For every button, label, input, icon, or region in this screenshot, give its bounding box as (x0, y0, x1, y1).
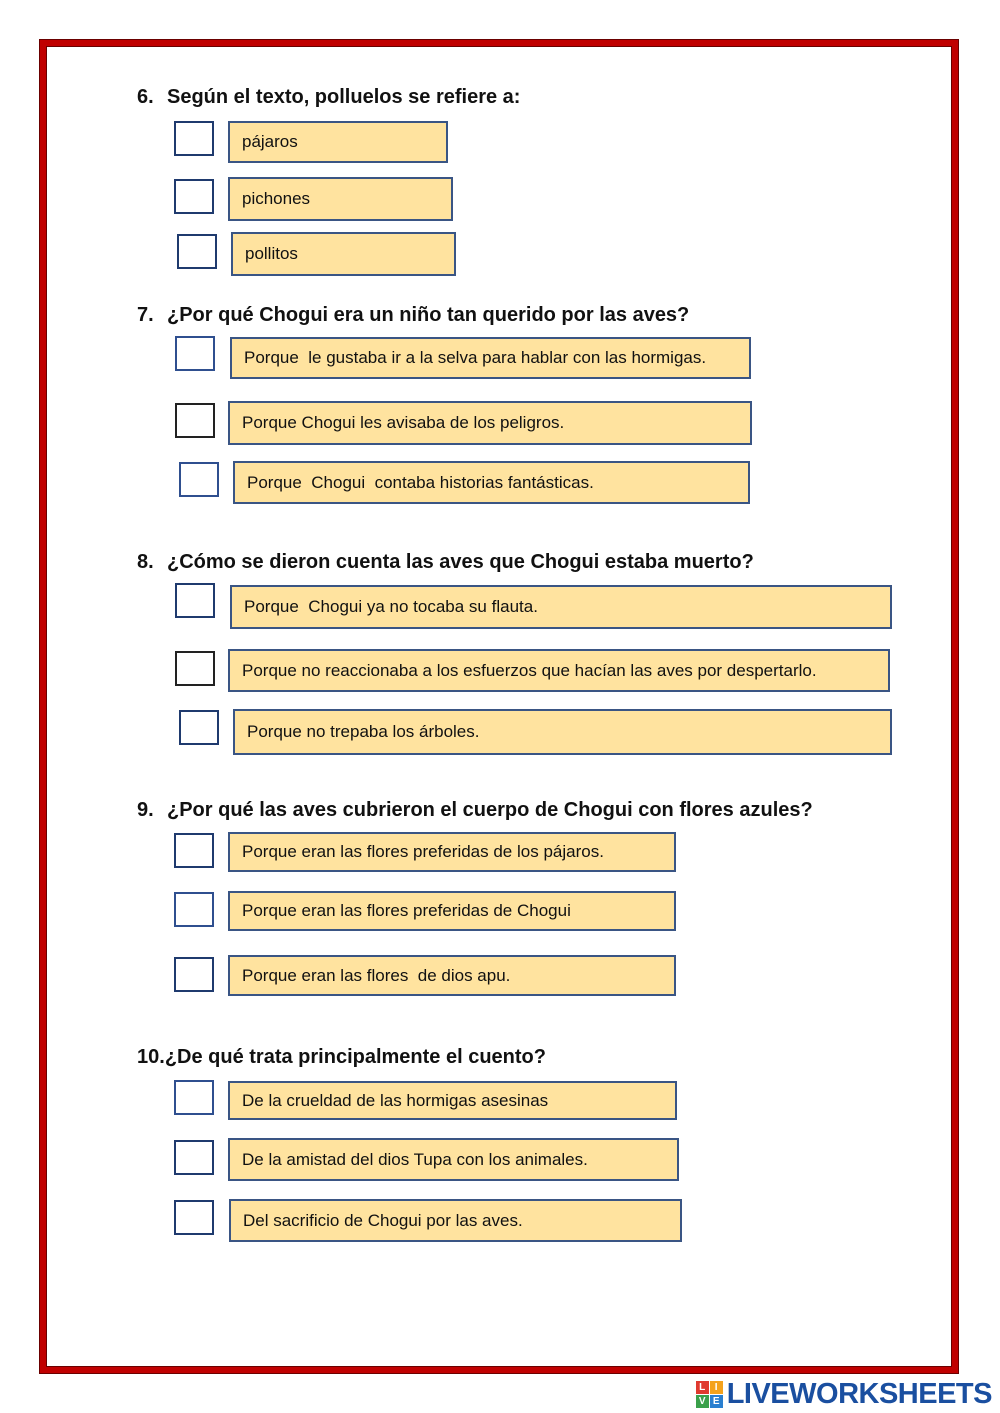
question-text: ¿Por qué Chogui era un niño tan querido por las aves? (167, 304, 690, 326)
q7-option-2-checkbox[interactable] (175, 403, 215, 438)
question-number: 6. (137, 86, 154, 108)
q8-option-1[interactable]: Porque Chogui ya no tocaba su flauta. (230, 585, 892, 629)
logo-mark-letter: V (696, 1395, 709, 1408)
q7-option-1-checkbox[interactable] (175, 336, 215, 371)
q8-option-3-checkbox[interactable] (179, 710, 219, 745)
question-number: 8. (137, 551, 154, 573)
logo-mark-letter: I (710, 1381, 723, 1394)
question-9 (137, 799, 813, 822)
q7-option-3-checkbox[interactable] (179, 462, 219, 497)
q10-option-3-checkbox[interactable] (174, 1200, 214, 1235)
q7-option-3[interactable]: Porque Chogui contaba historias fantásticas. (233, 461, 750, 504)
q9-option-3[interactable]: Porque eran las flores de dios apu. (228, 955, 676, 996)
q10-option-2[interactable]: De la amistad del dios Tupa con los animales. (228, 1138, 679, 1181)
q10-option-3[interactable]: Del sacrificio de Chogui por las aves. (229, 1199, 682, 1242)
question-7 (137, 304, 689, 327)
question-number: 10. (137, 1046, 165, 1068)
q8-option-1-checkbox[interactable] (175, 583, 215, 618)
q9-option-1[interactable]: Porque eran las flores preferidas de los pájaros. (228, 832, 676, 872)
question-number: 7. (137, 304, 154, 326)
q8-option-3[interactable]: Porque no trepaba los árboles. (233, 709, 892, 755)
question-text: ¿Cómo se dieron cuenta las aves que Chogui estaba muerto? (167, 551, 754, 573)
q8-option-2[interactable]: Porque no reaccionaba a los esfuerzos que hacían las aves por despertarlo. (228, 649, 890, 692)
logo-mark-icon (696, 1381, 723, 1408)
q10-option-1-checkbox[interactable] (174, 1080, 214, 1115)
q6-option-2-checkbox[interactable] (174, 179, 214, 214)
logo-mark-letter: L (696, 1381, 709, 1394)
q9-option-3-checkbox[interactable] (174, 957, 214, 992)
question-10 (137, 1046, 546, 1069)
q6-option-3[interactable]: pollitos (231, 232, 456, 276)
logo-text: LIVEWORKSHEETS (726, 1378, 992, 1410)
question-text: ¿Por qué las aves cubrieron el cuerpo de Chogui con flores azules? (167, 799, 813, 821)
q7-option-1[interactable]: Porque le gustaba ir a la selva para hablar con las hormigas. (230, 337, 751, 379)
question-text: Según el texto, polluelos se refiere a: (167, 86, 521, 108)
liveworksheets-logo (696, 1378, 992, 1411)
logo-mark-letter: E (710, 1395, 723, 1408)
q7-option-2[interactable]: Porque Chogui les avisaba de los peligros. (228, 401, 752, 445)
q8-option-2-checkbox[interactable] (175, 651, 215, 686)
q9-option-2-checkbox[interactable] (174, 892, 214, 927)
q6-option-2[interactable]: pichones (228, 177, 453, 221)
q9-option-2[interactable]: Porque eran las flores preferidas de Chogui (228, 891, 676, 931)
q6-option-3-checkbox[interactable] (177, 234, 217, 269)
question-8 (137, 551, 754, 574)
q10-option-1[interactable]: De la crueldad de las hormigas asesinas (228, 1081, 677, 1120)
question-number: 9. (137, 799, 154, 821)
q9-option-1-checkbox[interactable] (174, 833, 214, 868)
q10-option-2-checkbox[interactable] (174, 1140, 214, 1175)
q6-option-1[interactable]: pájaros (228, 121, 448, 163)
question-6 (137, 86, 520, 109)
question-text: ¿De qué trata principalmente el cuento? (164, 1046, 546, 1068)
q6-option-1-checkbox[interactable] (174, 121, 214, 156)
